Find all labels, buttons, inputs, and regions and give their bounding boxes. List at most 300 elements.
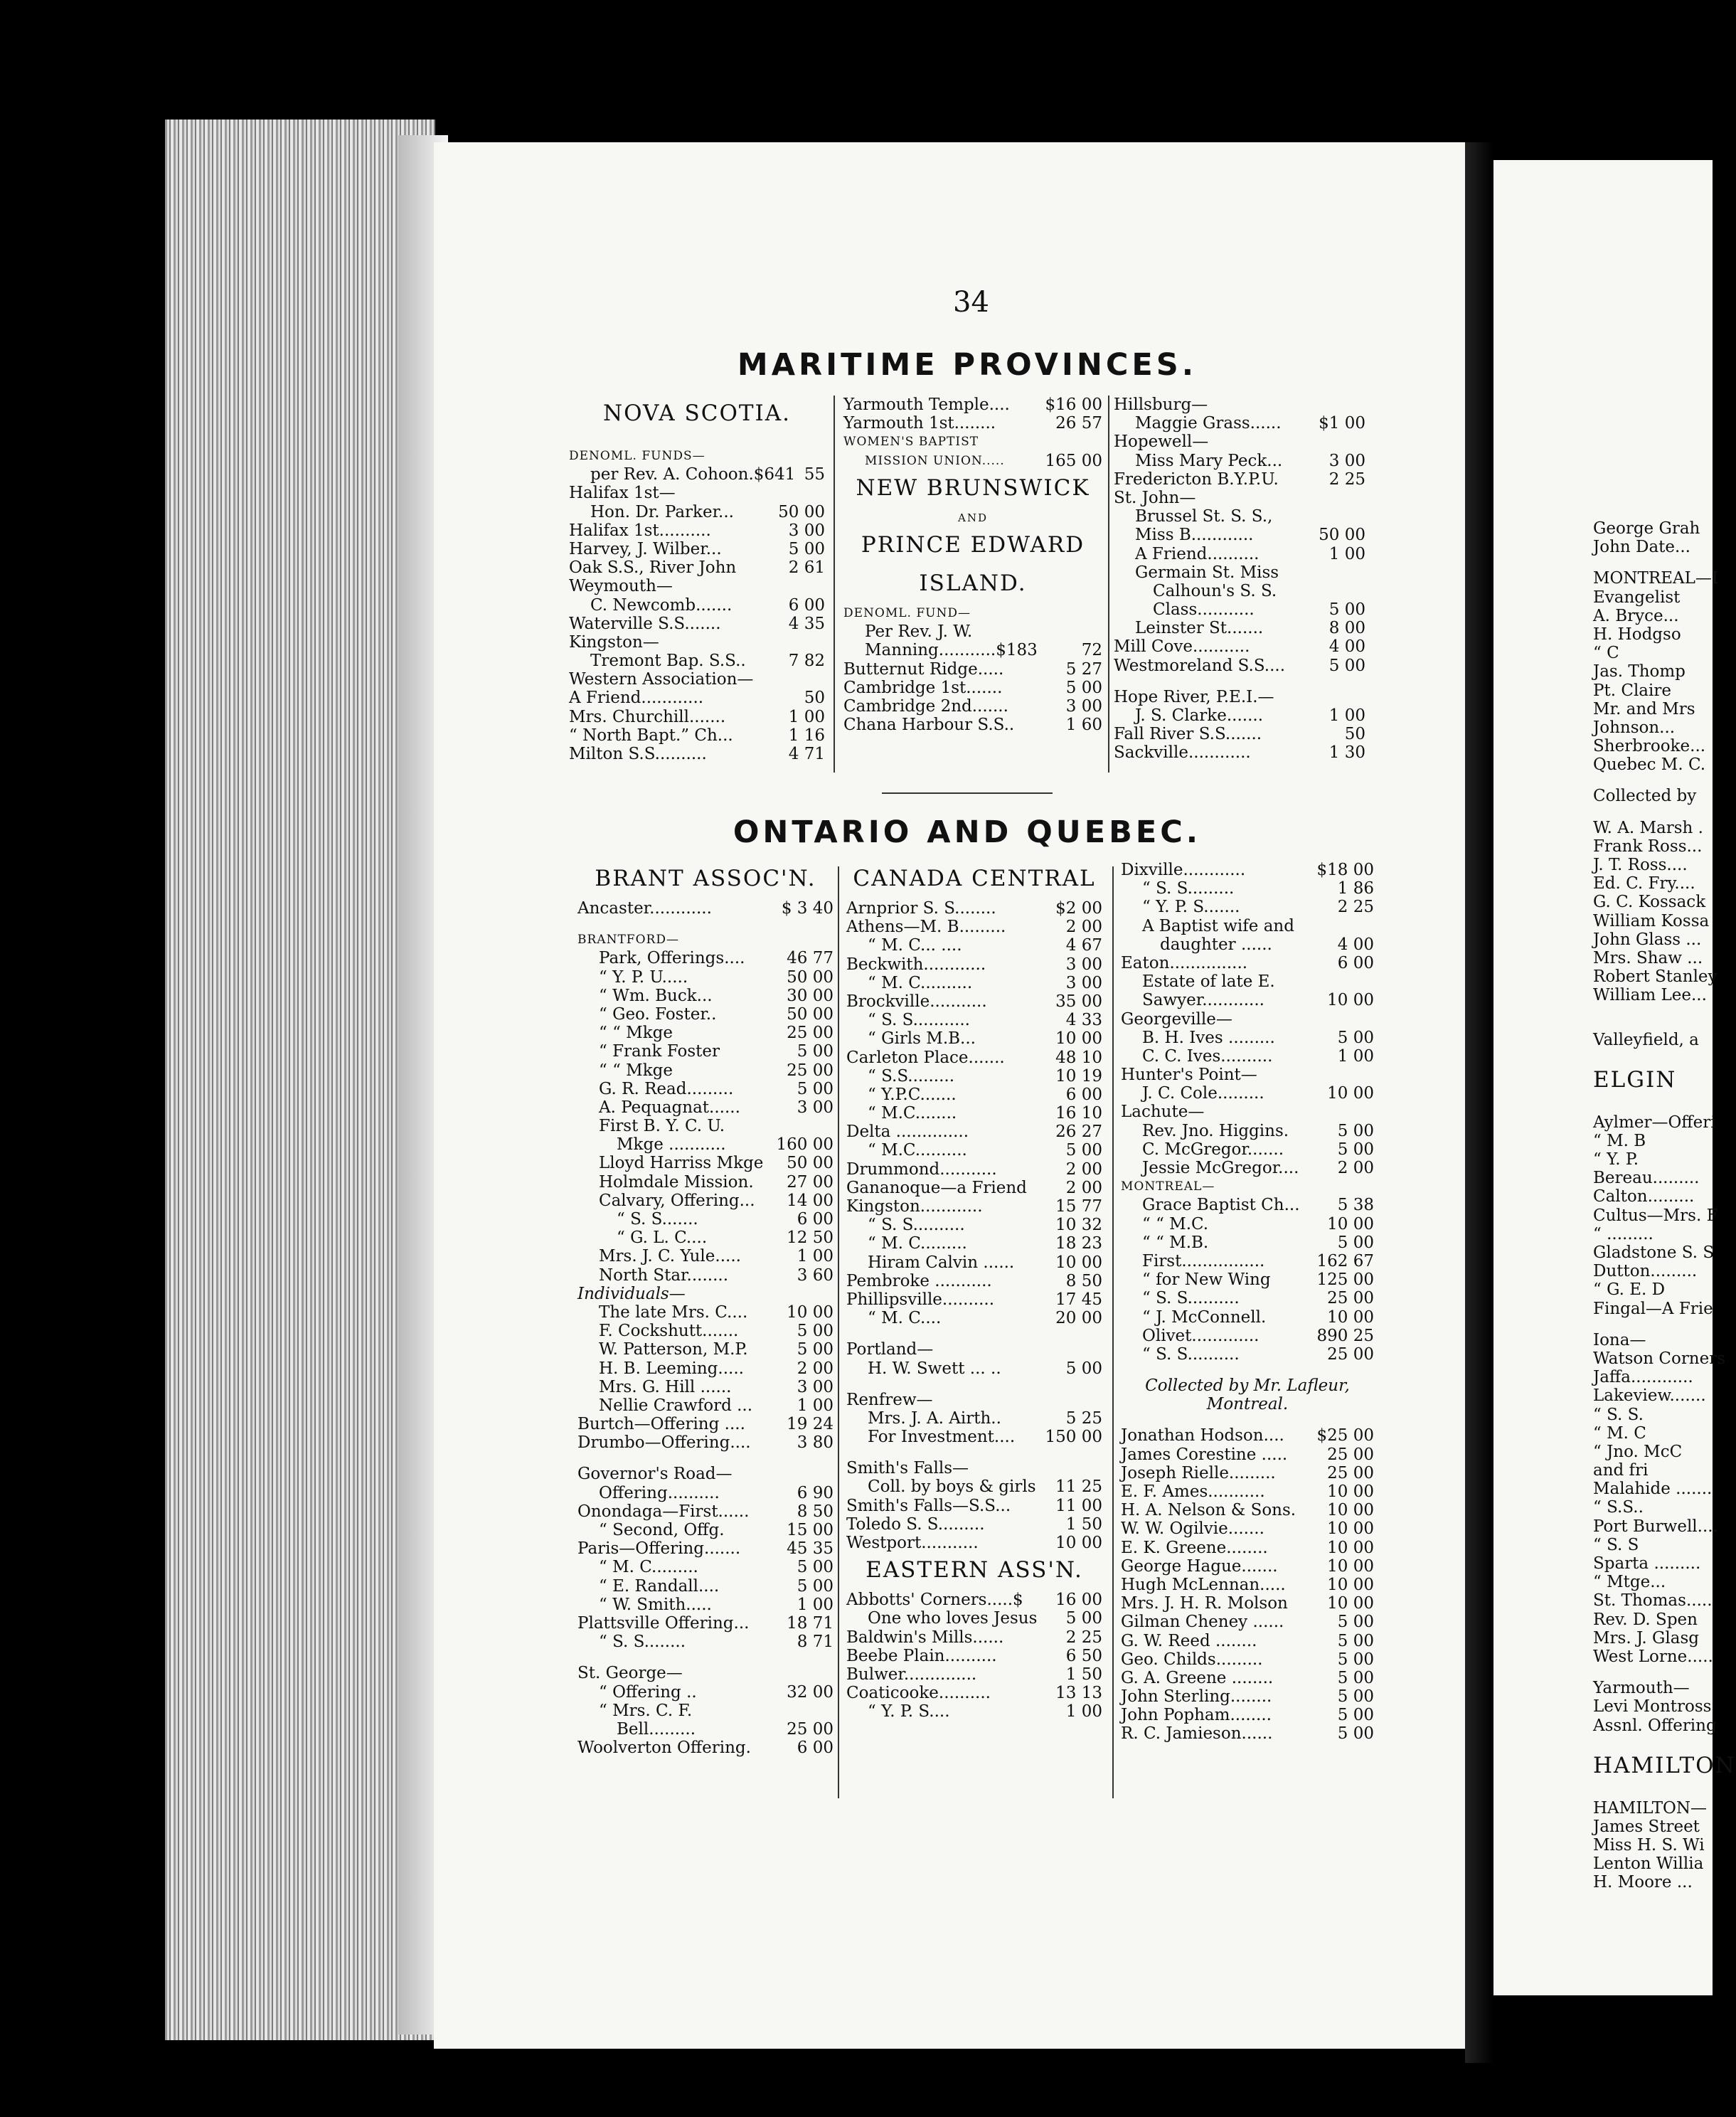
ledger-entry [1121, 1122, 1374, 1140]
ledger-entry [1121, 1557, 1374, 1576]
entry-label: Carleton Place....... [846, 1048, 1005, 1067]
ledger-entry [569, 447, 825, 465]
ledger-entry [846, 1160, 1102, 1179]
ledger-entry [569, 558, 825, 577]
ledger-entry [577, 1614, 834, 1633]
entry-label: “ S. S........... [868, 1011, 970, 1030]
ledger-entry [1114, 563, 1365, 582]
spacer [846, 1378, 1102, 1391]
section-divider [882, 792, 1053, 794]
ledger-entry [569, 652, 825, 670]
entry-amount: 1 50 [1065, 1514, 1102, 1534]
entry-amount: 5 38 [1337, 1196, 1374, 1215]
ledger-entry [1114, 470, 1365, 489]
ledger-entry [1121, 1159, 1374, 1177]
entry-label: E. K. Greene........ [1121, 1538, 1268, 1557]
entry-amount: 10 32 [1055, 1216, 1102, 1235]
entry-amount: 48 10 [1055, 1048, 1102, 1067]
spacer [846, 1446, 1102, 1459]
right-page-line [1593, 1735, 1714, 1748]
ledger-entry [577, 1396, 834, 1415]
entry-label: Nellie Crawford ... [599, 1396, 753, 1415]
entry-label: First B. Y. C. U. [599, 1117, 725, 1136]
entry-amount: 5 00 [1337, 1668, 1374, 1687]
right-page-line [1593, 806, 1714, 819]
entry-label: Offering.......... [599, 1483, 720, 1502]
ledger-entry [577, 1359, 834, 1378]
ledger-entry [846, 1591, 1102, 1609]
ledger-entry [843, 452, 1102, 470]
entry-label: “ E. Randall.... [599, 1576, 720, 1596]
entry-label: “ M. C......... [599, 1558, 698, 1577]
right-page-line: Aylmer—Offeri [1593, 1113, 1716, 1132]
entry-label: MISSION UNION..... [865, 453, 1005, 468]
entry-label: Plattsville Offering... [577, 1613, 750, 1633]
entry-amount: 30 00 [787, 986, 834, 1005]
right-page-line: Fingal—A Frie [1593, 1299, 1713, 1318]
ledger-entry [1121, 1539, 1374, 1557]
ledger-entry [843, 604, 1102, 622]
entry-amount: 5 00 [1337, 1233, 1374, 1252]
entry-label: Paris—Offering....... [577, 1539, 741, 1559]
ledger-entry [577, 1042, 834, 1061]
ledger-entry [577, 1521, 834, 1539]
entry-amount: 1 30 [1328, 743, 1365, 763]
entry-label: Yarmouth 1st........ [843, 414, 996, 433]
ledger-entry [1121, 1687, 1374, 1706]
ledger-entry [846, 1647, 1102, 1665]
entry-amount: 16 10 [1055, 1104, 1102, 1123]
ledger-entry [1114, 526, 1365, 544]
entry-label: “ Mrs. C. F. [599, 1701, 693, 1720]
entry-amount: 72 [1081, 641, 1102, 660]
entry-label: A. Pequagnat...... [599, 1098, 740, 1117]
ledger-entry [1121, 1327, 1374, 1345]
ledger-entry [577, 1210, 834, 1229]
entry-label: DENOML. FUNDS— [569, 449, 705, 463]
ledger-entry [846, 918, 1102, 936]
right-page-line: Robert Stanley [1593, 967, 1718, 987]
ledger-entry [1114, 600, 1365, 619]
ledger-entry [846, 1459, 1102, 1477]
ledger-entry [1114, 743, 1365, 762]
entry-label: Individuals— [577, 1284, 686, 1303]
ledger-entry [577, 1303, 834, 1322]
entry-label: “ M. C.......... [868, 973, 973, 992]
entry-amount: 13 13 [1055, 1684, 1102, 1703]
entry-amount: 5 00 [1337, 1140, 1374, 1159]
entry-label: Cambridge 1st....... [843, 678, 1003, 697]
ledger-entry [1114, 452, 1365, 470]
entry-label: G. R. Read......... [599, 1079, 734, 1098]
entry-label: Westmoreland S.S.... [1114, 656, 1286, 675]
entry-label: Miss Mary Peck... [1135, 451, 1283, 470]
ledger-entry [577, 1539, 834, 1558]
entry-label: Kingston............ [846, 1197, 983, 1216]
ledger-entry [843, 641, 1102, 659]
ledger-entry [577, 1154, 834, 1172]
entry-label: BRANT ASSOC'N. [595, 866, 816, 891]
ledger-entry [577, 1577, 834, 1596]
ledger-entry [1114, 582, 1365, 600]
entry-label: Hopewell— [1114, 433, 1209, 452]
entry-label: Waterville S.S....... [569, 614, 721, 633]
section-heading [577, 861, 834, 899]
entry-label: “ for New Wing [1142, 1270, 1271, 1290]
entry-label: W. W. Ogilvie....... [1121, 1519, 1264, 1539]
entry-label: Hon. Dr. Parker... [590, 502, 734, 521]
ledger-entry [577, 987, 834, 1005]
right-page-line: HAMILTON— [1593, 1798, 1708, 1818]
ledger-entry [577, 1247, 834, 1266]
ledger-entry [577, 1502, 834, 1521]
ledger-entry [577, 1229, 834, 1247]
section-heading [843, 566, 1102, 604]
right-page-line: John Glass ... [1593, 930, 1702, 949]
entry-amount: 27 00 [787, 1172, 834, 1192]
right-page-line: Mrs. J. Glasg [1593, 1628, 1699, 1648]
entry-amount: 3 00 [1328, 451, 1365, 470]
entry-label: “ S.S......... [868, 1066, 955, 1086]
entry-label: F. Cockshutt....... [599, 1322, 739, 1341]
right-page-line: Mr. and Mrs [1593, 699, 1695, 718]
right-page-line: J. T. Ross.... [1593, 856, 1688, 874]
ledger-entry [1121, 879, 1374, 898]
ledger-entry [1114, 396, 1365, 414]
right-page-line: Lenton Willia [1593, 1855, 1704, 1874]
right-page-line: Iona— [1593, 1330, 1646, 1349]
entry-label: Mill Cove........... [1114, 637, 1250, 657]
entry-amount: 10 00 [1055, 1253, 1102, 1272]
ledger-entry [1121, 1252, 1374, 1270]
entry-label: Smith's Falls— [846, 1459, 969, 1478]
entry-label: Mkge ........... [617, 1135, 726, 1155]
entry-amount: 3 00 [1065, 973, 1102, 992]
entry-label: Jonathan Hodson.... [1121, 1426, 1284, 1445]
spacer [1121, 1413, 1374, 1426]
entry-label: “ “ M.C. [1142, 1214, 1209, 1233]
entry-amount: 10 00 [1327, 1501, 1374, 1520]
right-page-text [1593, 519, 1736, 1892]
entry-label: “ S. S....... [617, 1210, 698, 1229]
ledger-entry [569, 577, 825, 595]
right-page-line: Evangelist [1593, 588, 1681, 607]
right-page-line: Levi Montross [1593, 1697, 1712, 1717]
entry-label: R. C. Jamieson...... [1121, 1724, 1273, 1744]
entry-amount: 5 00 [797, 1322, 834, 1341]
entry-amount: 150 00 [1045, 1428, 1102, 1447]
section-heading [843, 470, 1102, 509]
entry-amount: 1 50 [1065, 1665, 1102, 1684]
ledger-entry [846, 1234, 1102, 1253]
entry-label: C. C. Ives.......... [1142, 1046, 1273, 1066]
entry-amount: 3 00 [797, 1377, 834, 1396]
entry-amount: 25 00 [1327, 1445, 1374, 1464]
entry-label: “ M. C......... [868, 1234, 967, 1253]
entry-label: WOMEN'S BAPTIST [843, 435, 979, 450]
entry-label: Class........... [1153, 600, 1255, 620]
right-page-line: A. Bryce... [1593, 606, 1679, 625]
ledger-entry [577, 1702, 834, 1720]
ledger-entry [846, 1179, 1102, 1197]
entry-amount: 26 27 [1055, 1123, 1102, 1142]
entry-amount: 11 25 [1055, 1477, 1102, 1497]
ledger-entry [1121, 972, 1374, 991]
ledger-entry [1114, 507, 1365, 526]
entry-label: BRANTFORD— [577, 933, 679, 948]
ledger-entry [569, 670, 825, 689]
entry-amount: 50 00 [787, 1004, 834, 1024]
ledger-entry [1121, 1613, 1374, 1631]
ledger-entry [569, 745, 825, 763]
ledger-entry [1114, 725, 1365, 743]
entry-label: H. B. Leeming..... [599, 1359, 744, 1378]
spacer [846, 1327, 1102, 1340]
right-page-line: Yarmouth— [1593, 1679, 1690, 1698]
entry-label: Manning...........$183 [865, 641, 1038, 660]
entry-label: “ S. S.......... [1142, 1344, 1240, 1364]
right-page-line: William Kossa [1593, 911, 1710, 930]
entry-label: Ancaster............ [577, 899, 712, 918]
ledger-entry [846, 1309, 1102, 1327]
entry-label: Smith's Falls—S.S... [846, 1496, 1011, 1515]
right-page-line: Frank Ross... [1593, 837, 1703, 856]
ledger-entry [1121, 954, 1374, 972]
ledger-entry [846, 1049, 1102, 1067]
entry-label: Coaticooke.......... [846, 1684, 991, 1703]
ledger-entry [846, 1104, 1102, 1123]
entry-label: Lloyd Harriss Mkge [599, 1154, 764, 1173]
entry-amount: 5 00 [1337, 1687, 1374, 1707]
entry-label: H. W. Swett ... .. [868, 1359, 1001, 1378]
right-page-line [1593, 556, 1714, 569]
entry-amount: 2 25 [1065, 1628, 1102, 1647]
ledger-entry [1121, 1706, 1374, 1724]
entry-amount: 2 00 [797, 1359, 834, 1378]
ledger-entry [1121, 1140, 1374, 1159]
entry-label: B. H. Ives ......... [1142, 1028, 1275, 1047]
entry-label: Gananoque—a Friend [846, 1178, 1027, 1197]
entry-label: Hugh McLennan..... [1121, 1575, 1286, 1594]
ledger-entry [846, 1428, 1102, 1446]
right-page-line: Ed. C. Fry.... [1593, 874, 1695, 893]
entry-amount: 1 00 [1328, 706, 1365, 725]
ledger-entry [577, 1433, 834, 1452]
entry-label: St. John— [1114, 488, 1196, 507]
ledger-entry [569, 540, 825, 558]
right-page-line: Port Burwell.... [1593, 1517, 1718, 1536]
ledger-entry [846, 1253, 1102, 1272]
ledger-entry [843, 697, 1102, 716]
right-page-line: G. C. Kossack [1593, 893, 1706, 912]
entry-label: “ M. C... .... [868, 936, 962, 955]
entry-amount: 17 45 [1055, 1290, 1102, 1309]
ledger-entry [1121, 1308, 1374, 1327]
right-page-line: Miss H. S. Wi [1593, 1836, 1705, 1855]
entry-label: Fredericton B.Y.P.U. [1114, 469, 1279, 489]
column-new-brunswick [843, 396, 1102, 734]
entry-label: “ M. C.... [868, 1309, 942, 1328]
entry-label: Sackville............ [1114, 743, 1251, 763]
ledger-entry [577, 1664, 834, 1682]
entry-amount: 2 00 [1065, 1178, 1102, 1197]
entry-label: PRINCE EDWARD [861, 531, 1085, 558]
ledger-entry [1121, 1103, 1374, 1121]
entry-amount: 10 00 [1327, 1556, 1374, 1576]
right-page-line: Sherbrooke... [1593, 737, 1706, 756]
right-page-line: Jaffa............ [1593, 1368, 1693, 1387]
ledger-entry [843, 509, 1102, 527]
entry-label: Pembroke ........... [846, 1271, 992, 1290]
ledger-entry [577, 1266, 834, 1285]
entry-amount: 10 00 [1327, 1482, 1374, 1501]
entry-amount: 5 00 [797, 1558, 834, 1577]
entry-label: NOVA SCOTIA. [602, 400, 792, 426]
ledger-entry [1121, 1650, 1374, 1669]
ledger-entry [1121, 1445, 1374, 1464]
entry-label: James Corestine ..... [1121, 1445, 1288, 1464]
entry-amount: 6 90 [797, 1483, 834, 1502]
entry-amount: 7 82 [788, 652, 825, 671]
entry-amount: 5 00 [1337, 1028, 1374, 1047]
entry-amount: 6 50 [1065, 1646, 1102, 1665]
entry-label: Halifax 1st— [569, 484, 676, 503]
entry-label: CANADA CENTRAL [853, 866, 1096, 891]
entry-label: A Friend.......... [1135, 544, 1260, 563]
ledger-entry [846, 1665, 1102, 1684]
ledger-entry [1121, 1196, 1374, 1214]
ledger-entry [846, 1067, 1102, 1086]
column-hillsburg [1114, 396, 1365, 763]
entry-amount: 3 80 [797, 1433, 834, 1453]
right-page-line: “ G. E. D [1593, 1280, 1666, 1300]
ledger-entry [843, 414, 1102, 433]
column-rule [838, 866, 839, 1798]
right-page-line: Cultus—Mrs. F [1593, 1206, 1718, 1225]
ledger-entry [843, 622, 1102, 641]
entry-label: Joseph Rielle......... [1121, 1463, 1276, 1482]
entry-amount: 14 00 [787, 1191, 834, 1210]
entry-label: Montreal. [1206, 1395, 1289, 1414]
ledger-entry [577, 1558, 834, 1576]
ledger-entry [577, 968, 834, 987]
entry-amount: 3 00 [1065, 955, 1102, 974]
right-page-line [1593, 1666, 1714, 1679]
entry-amount: 1 00 [788, 707, 825, 726]
entry-label: Holmdale Mission. [599, 1172, 754, 1192]
right-page-line: Gladstone S. S [1593, 1243, 1715, 1262]
ledger-entry [846, 974, 1102, 992]
right-page-line [1593, 774, 1714, 787]
entry-amount: 10 00 [1055, 1534, 1102, 1552]
entry-amount: 4 00 [1337, 935, 1374, 954]
ledger-entry [577, 1117, 834, 1135]
entry-label: Lachute— [1121, 1103, 1205, 1122]
ledger-entry [1121, 1464, 1374, 1482]
entry-amount: 5 00 [1337, 1121, 1374, 1140]
entry-label: “ Offering .. [599, 1682, 697, 1702]
ledger-entry [846, 992, 1102, 1011]
entry-amount: 5 00 [1337, 1706, 1374, 1725]
entry-label: Woolverton Offering. [577, 1739, 751, 1758]
ledger-entry [846, 1628, 1102, 1647]
right-page-line [1593, 1049, 1714, 1062]
entry-amount: 5 00 [797, 1042, 834, 1061]
entry-label: “ S. S......... [1142, 879, 1235, 898]
right-page-line: Johnson... [1593, 718, 1676, 737]
ledger-entry [1121, 1669, 1374, 1687]
entry-amount: 8 50 [1065, 1271, 1102, 1290]
entry-amount: 6 00 [797, 1739, 834, 1758]
ledger-entry [1114, 545, 1365, 563]
entry-amount: $25 00 [1316, 1426, 1374, 1445]
ledger-entry [846, 1359, 1102, 1378]
ledger-entry [1121, 1047, 1374, 1066]
entry-amount: 25 00 [1327, 1344, 1374, 1364]
entry-label: Hillsburg— [1114, 396, 1208, 414]
ledger-entry [846, 899, 1102, 918]
entry-amount: 1 00 [1337, 1046, 1374, 1066]
entry-amount: 2 61 [788, 558, 825, 578]
right-page-line: Lakeview....... [1593, 1386, 1706, 1406]
entry-label: J. C. Cole......... [1142, 1084, 1264, 1103]
entry-label: Western Association— [569, 670, 754, 689]
right-page-line: “ S. S [1593, 1535, 1639, 1554]
entry-label: “ Wm. Buck... [599, 986, 713, 1005]
entry-amount: 10 00 [1327, 1575, 1374, 1594]
spacer [577, 1651, 834, 1664]
entry-label: daughter ...... [1160, 935, 1272, 954]
ledger-entry [1121, 1426, 1374, 1445]
entry-label: “ Frank Foster [599, 1042, 720, 1061]
entry-label: Calhoun's S. S. [1153, 581, 1277, 600]
right-page-line [1593, 1018, 1714, 1031]
entry-amount: 6 00 [797, 1210, 834, 1229]
entry-label: “ “ M.B. [1142, 1233, 1209, 1252]
entry-amount: 1 86 [1337, 879, 1374, 898]
ledger-entry [1121, 935, 1374, 954]
ledger-entry [1121, 1632, 1374, 1650]
entry-amount: 1 16 [788, 726, 825, 745]
ledger-entry [846, 1684, 1102, 1702]
entry-label: H. A. Nelson & Sons. [1121, 1501, 1296, 1520]
entry-amount: 25 00 [1327, 1463, 1374, 1482]
entry-label: “ M.C........ [868, 1104, 957, 1123]
entry-label: Milton S.S.......... [569, 745, 707, 763]
entry-label: Onondaga—First...... [577, 1502, 750, 1521]
right-page-line: “ Jno. McC [1593, 1442, 1683, 1461]
ledger-entry [843, 660, 1102, 679]
entry-label: A Friend............ [569, 689, 704, 708]
entry-label: Cambridge 2nd....... [843, 696, 1008, 716]
entry-label: Chana Harbour S.S.. [843, 716, 1015, 735]
entry-label: Miss B............ [1135, 526, 1254, 545]
right-page-line: Bereau......... [1593, 1169, 1700, 1188]
column-brant-association [577, 861, 834, 1757]
entry-amount: 12 50 [787, 1229, 834, 1248]
entry-label: Per Rev. J. W. [865, 622, 973, 642]
entry-amount: 50 00 [787, 1154, 834, 1173]
right-page-line: “ ......... [1593, 1224, 1654, 1243]
entry-label: “ “ Mkge [599, 1061, 673, 1080]
entry-amount: 10 00 [1327, 991, 1374, 1010]
entry-label: E. F. Ames........... [1121, 1482, 1265, 1501]
entry-amount: 890 25 [1316, 1326, 1374, 1345]
entry-amount: 25 00 [787, 1024, 834, 1043]
entry-amount: 35 00 [1055, 992, 1102, 1011]
entry-label: “ Geo. Foster.. [599, 1004, 717, 1024]
entry-amount: 5 00 [1065, 1359, 1102, 1378]
